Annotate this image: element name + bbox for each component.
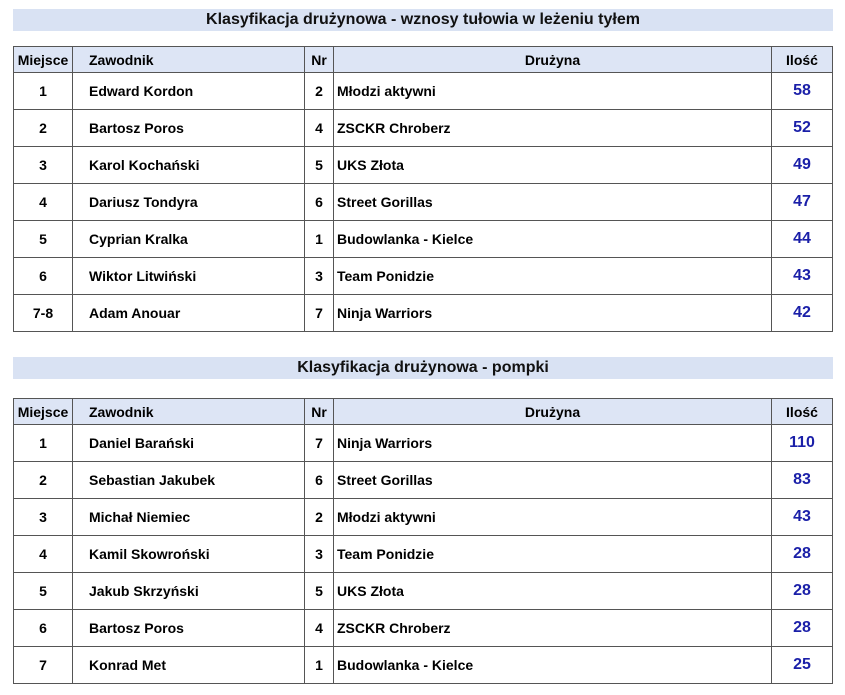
team-cell: ZSCKR Chroberz: [334, 110, 772, 147]
table-row: [14, 258, 833, 295]
column-header-nr: Nr: [305, 399, 334, 425]
table-header-row: [14, 399, 833, 425]
column-header-nr: Nr: [305, 47, 334, 73]
team-cell: Team Ponidzie: [334, 536, 772, 573]
place-cell: 2: [14, 110, 73, 147]
table-row: [14, 147, 833, 184]
column-header-count: Ilość: [772, 399, 833, 425]
count-cell: [772, 258, 833, 295]
place-cell: 5: [14, 221, 73, 258]
table-row: [14, 610, 833, 647]
count-cell: [772, 462, 833, 499]
team-cell: Team Ponidzie: [334, 258, 772, 295]
player-cell: Michał Niemiec: [73, 499, 305, 536]
table-row: [14, 647, 833, 684]
table-row: [14, 221, 833, 258]
place-cell: 1: [14, 73, 73, 110]
column-header-team: Drużyna: [334, 47, 772, 73]
player-cell: Kamil Skowroński: [73, 536, 305, 573]
count-value: 47: [793, 193, 811, 210]
nr-cell: 6: [305, 462, 334, 499]
place-cell: 5: [14, 573, 73, 610]
nr-cell: 2: [305, 499, 334, 536]
table-row: [14, 73, 833, 110]
place-cell: 7: [14, 647, 73, 684]
column-header-place: Miejsce: [14, 399, 73, 425]
column-header-player: Zawodnik: [73, 399, 305, 425]
nr-cell: 1: [305, 647, 334, 684]
team-cell: Budowlanka - Kielce: [334, 647, 772, 684]
place-cell: 7-8: [14, 295, 73, 332]
count-value: 28: [793, 619, 811, 636]
results-table-situps: [13, 46, 833, 332]
count-value: 25: [793, 656, 811, 673]
count-cell: [772, 184, 833, 221]
place-cell: 4: [14, 184, 73, 221]
nr-cell: 1: [305, 221, 334, 258]
team-cell: Ninja Warriors: [334, 295, 772, 332]
nr-cell: 5: [305, 573, 334, 610]
count-value: 58: [793, 82, 811, 99]
count-value: 52: [793, 119, 811, 136]
count-value: 43: [793, 267, 811, 284]
count-cell: [772, 499, 833, 536]
count-value: 28: [793, 545, 811, 562]
nr-cell: 4: [305, 110, 334, 147]
count-value: 44: [793, 230, 811, 247]
column-header-team: Drużyna: [334, 399, 772, 425]
nr-cell: 7: [305, 295, 334, 332]
table-row: [14, 573, 833, 610]
table-row: [14, 536, 833, 573]
table-header-row: [14, 47, 833, 73]
count-value: 43: [793, 508, 811, 525]
count-cell: [772, 295, 833, 332]
count-cell: [772, 610, 833, 647]
team-cell: Młodzi aktywni: [334, 73, 772, 110]
count-cell: [772, 221, 833, 258]
team-cell: UKS Złota: [334, 573, 772, 610]
count-cell: [772, 73, 833, 110]
nr-cell: 4: [305, 610, 334, 647]
team-cell: UKS Złota: [334, 147, 772, 184]
place-cell: 6: [14, 258, 73, 295]
player-cell: Bartosz Poros: [73, 110, 305, 147]
table-row: [14, 425, 833, 462]
column-header-count: Ilość: [772, 47, 833, 73]
table-row: [14, 295, 833, 332]
place-cell: 3: [14, 499, 73, 536]
place-cell: 3: [14, 147, 73, 184]
section-title-pushups: Klasyfikacja drużynowa - pompki: [13, 357, 833, 379]
player-cell: Dariusz Tondyra: [73, 184, 305, 221]
count-value: 49: [793, 156, 811, 173]
team-cell: ZSCKR Chroberz: [334, 610, 772, 647]
team-cell: Budowlanka - Kielce: [334, 221, 772, 258]
player-cell: Karol Kochański: [73, 147, 305, 184]
team-cell: Street Gorillas: [334, 184, 772, 221]
column-header-place: Miejsce: [14, 47, 73, 73]
table-row: [14, 184, 833, 221]
player-cell: Daniel Barański: [73, 425, 305, 462]
nr-cell: 3: [305, 536, 334, 573]
count-value: 42: [793, 304, 811, 321]
team-cell: Ninja Warriors: [334, 425, 772, 462]
place-cell: 2: [14, 462, 73, 499]
count-value: 28: [793, 582, 811, 599]
count-value: 83: [793, 471, 811, 488]
count-cell: [772, 647, 833, 684]
team-cell: Młodzi aktywni: [334, 499, 772, 536]
table-row: [14, 499, 833, 536]
nr-cell: 6: [305, 184, 334, 221]
table-row: [14, 462, 833, 499]
results-table-pushups: [13, 398, 833, 684]
nr-cell: 5: [305, 147, 334, 184]
player-cell: Sebastian Jakubek: [73, 462, 305, 499]
nr-cell: 2: [305, 73, 334, 110]
player-cell: Adam Anouar: [73, 295, 305, 332]
place-cell: 6: [14, 610, 73, 647]
section-title-situps: Klasyfikacja drużynowa - wznosy tułowia w leżeniu tyłem: [13, 9, 833, 31]
count-cell: [772, 147, 833, 184]
column-header-player: Zawodnik: [73, 47, 305, 73]
player-cell: Jakub Skrzyński: [73, 573, 305, 610]
count-cell: [772, 425, 833, 462]
count-cell: [772, 110, 833, 147]
nr-cell: 7: [305, 425, 334, 462]
count-cell: [772, 536, 833, 573]
player-cell: Wiktor Litwiński: [73, 258, 305, 295]
player-cell: Bartosz Poros: [73, 610, 305, 647]
nr-cell: 3: [305, 258, 334, 295]
team-cell: Street Gorillas: [334, 462, 772, 499]
count-cell: [772, 573, 833, 610]
table-row: [14, 110, 833, 147]
player-cell: Cyprian Kralka: [73, 221, 305, 258]
place-cell: 4: [14, 536, 73, 573]
player-cell: Konrad Met: [73, 647, 305, 684]
player-cell: Edward Kordon: [73, 73, 305, 110]
place-cell: 1: [14, 425, 73, 462]
count-value: 110: [789, 434, 815, 451]
